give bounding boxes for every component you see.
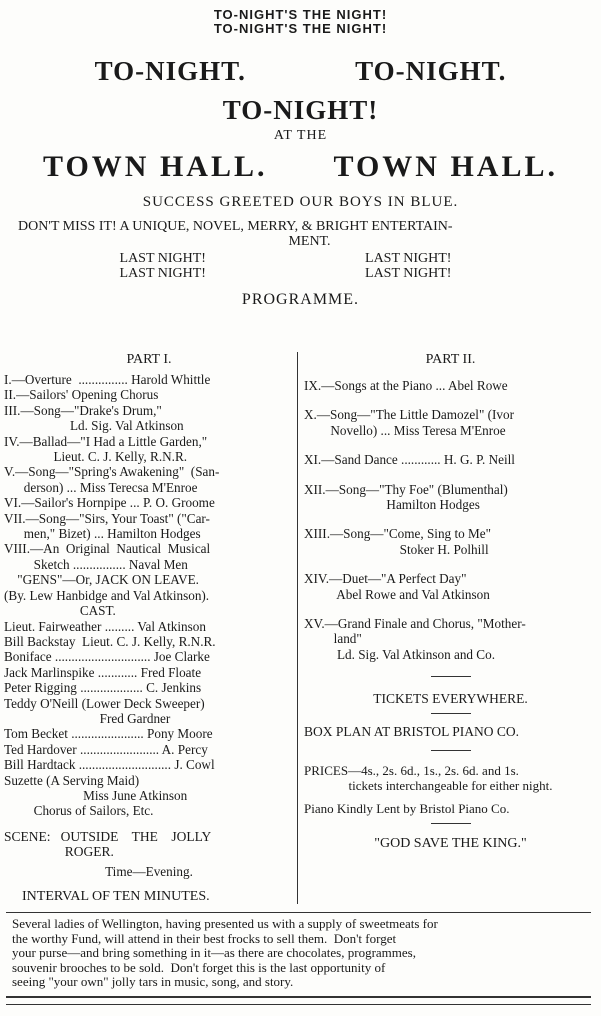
programme-item (304, 616, 597, 662)
programme-item-line: X.—Song—"The Little Damozel" (Ivor (304, 407, 514, 423)
dont-miss-line-1: DON'T MISS IT! A UNIQUE, NOVEL, MERRY, & BRIGHT ENTERTAIN- (18, 219, 453, 234)
programme-line: derson) ... Miss Terecsa M'Enroe (4, 479, 198, 495)
programme-line: II.—Sailors' Opening Chorus (4, 387, 159, 403)
programme-line: Peter Rigging ................... C. Jenkins (4, 680, 202, 696)
scene-line-1: SCENE: OUTSIDE THE JOLLY (4, 828, 212, 844)
prices (304, 763, 597, 793)
programme-line: Suzette (A Serving Maid) (4, 772, 140, 788)
bottom-rule (6, 1004, 591, 1005)
footer-line: Several ladies of Wellington, having presented us with a supply of sweetmeats for (12, 916, 438, 931)
programme-line: IV.—Ballad—"I Had a Little Garden," (4, 433, 208, 449)
programme-line: Sketch ................ Naval Men (4, 556, 188, 572)
programme-item-line: XIII.—Song—"Come, Sing to Me" (304, 526, 491, 542)
divider (431, 676, 471, 677)
part-one-column (4, 352, 298, 904)
programme-item (304, 452, 597, 467)
last-night-left (120, 251, 206, 281)
programme-item-line: Novello) ... Miss Teresa M'Enroe (304, 422, 506, 438)
programme-line: "GENS"—Or, JACK ON LEAVE. (4, 572, 199, 588)
programme-line: CAST. (4, 603, 116, 619)
programme-line: VI.—Sailor's Hornpipe ... P. O. Groome (4, 495, 215, 511)
programme-item-line: XIV.—Duet—"A Perfect Day" (304, 571, 467, 587)
programme-line: Tom Becket ...................... Pony Moore (4, 726, 213, 742)
last-night-right (365, 251, 451, 281)
programme-item-line: XI.—Sand Dance ............ H. G. P. Neill (304, 452, 515, 468)
programme-item (304, 482, 597, 513)
programme-item-line: Ld. Sig. Val Atkinson and Co. (304, 646, 495, 662)
programme-title: PROGRAMME. (241, 291, 360, 308)
box-plan-line: BOX PLAN AT BRISTOL PIANO CO. (304, 724, 520, 740)
programme-line: Lieut. Fairweather ......... Val Atkinson (4, 618, 206, 634)
at-the: AT THE (273, 128, 328, 143)
programme-item-line: XII.—Song—"Thy Foe" (Blumenthal) (304, 481, 508, 497)
programme-line: Bill Backstay Lieut. C. J. Kelly, R.N.R. (4, 633, 216, 649)
part-one-lines (4, 372, 294, 819)
tonight-center: TO-NIGHT! (222, 95, 379, 125)
tickets-line: TICKETS EVERYWHERE. (373, 691, 528, 707)
programme-line: Ld. Sig. Val Atkinson (4, 418, 184, 434)
success-line: SUCCESS GREETED OUR BOYS IN BLUE. (142, 194, 459, 210)
programme-item-line: Stoker H. Polhill (304, 541, 489, 557)
town-hall-row (0, 150, 601, 184)
programme-item (304, 526, 597, 557)
footer-line: souvenir brooches to be sold. Don't forget this is the last opportunity of (12, 959, 386, 975)
tonight-line-2: TO-NIGHT'S THE NIGHT! (213, 21, 388, 36)
footer-line: your purse—and bring something in it—as there are chocolates, programmes, (12, 945, 416, 960)
programme-columns (4, 352, 597, 904)
programme-line: Boniface ............................. Joe Clarke (4, 649, 210, 665)
god-save-line: "GOD SAVE THE KING." (374, 836, 527, 852)
programme-line: Miss June Atkinson (4, 787, 188, 803)
divider (431, 713, 471, 714)
tonight-big-right: TO-NIGHT. (355, 56, 507, 86)
programme-line: VII.—Song—"Sirs, Your Toast" ("Car- (4, 510, 210, 526)
programme-item-line: land" (304, 631, 362, 647)
programme-line: Fred Gardner (4, 710, 171, 726)
part-two-title: PART II. (425, 352, 476, 367)
footer-line: seeing "your own" jolly tars in music, song, and story. (12, 974, 294, 989)
programme-line: Jack Marlinspike ............ Fred Floate (4, 664, 202, 680)
programme-line: III.—Song—"Drake's Drum," (4, 402, 162, 418)
programme-item (304, 378, 597, 393)
last-night-left-1: LAST NIGHT! (119, 251, 206, 266)
tonight-big-row (0, 56, 601, 87)
programme-item-line: Abel Rowe and Val Atkinson (304, 586, 490, 602)
programme-item (304, 571, 597, 602)
divider (431, 750, 471, 751)
last-night-row (0, 251, 601, 281)
dont-miss (0, 219, 601, 249)
footer-notice (6, 912, 591, 998)
part-one-title: PART I. (126, 352, 172, 367)
last-night-right-1: LAST NIGHT! (365, 251, 452, 266)
programme-item-line: Hamilton Hodges (304, 497, 480, 513)
programme-line: VIII.—An Original Nautical Musical (4, 541, 211, 557)
footer-lines (12, 917, 585, 990)
dont-miss-line-2: MENT. (288, 234, 331, 249)
tonight-big-left: TO-NIGHT. (94, 56, 246, 86)
programme-line: Teddy O'Neill (Lower Deck Sweeper) (4, 695, 205, 711)
programme-item-line: IX.—Songs at the Piano ... Abel Rowe (304, 378, 508, 393)
programme-line: (By. Lew Hanbidge and Val Atkinson). (4, 587, 210, 603)
programme-line: Ted Hardover ........................ A. Percy (4, 741, 208, 757)
tonight-line-1: TO-NIGHT'S THE NIGHT! (213, 7, 388, 22)
town-hall-right: TOWN HALL. (333, 150, 558, 183)
interval-line: INTERVAL OF TEN MINUTES. (22, 889, 210, 904)
prices-line-2: tickets interchangeable for either night. (348, 778, 553, 794)
scene-line-2: ROGER. (4, 844, 114, 860)
divider (431, 823, 471, 824)
programme-line: Lieut. C. J. Kelly, R.N.R. (4, 449, 188, 465)
programme-line: V.—Song—"Spring's Awakening" (San- (4, 464, 220, 480)
programme-item-line: XV.—Grand Finale and Chorus, "Mother- (304, 616, 526, 632)
footer-line: the worthy Fund, will attend in their best frocks to sell them. Don't forget (12, 930, 397, 946)
town-hall-left: TOWN HALL. (43, 150, 268, 183)
programme-item (304, 407, 597, 438)
prices-line-1: PRICES—4s., 2s. 6d., 1s., 2s. 6d. and 1s. (304, 763, 519, 779)
piano-line: Piano Kindly Lent by Bristol Piano Co. (304, 801, 510, 817)
header (0, 8, 601, 309)
programme-line: I.—Overture ............... Harold Whittle (4, 372, 211, 387)
programme-line: men," Bizet) ... Hamilton Hodges (4, 526, 201, 542)
time-line: Time—Evening. (105, 863, 193, 879)
part-two-column (298, 352, 597, 904)
programme-line: Chorus of Sailors, Etc. (4, 803, 154, 819)
part-two-items (304, 378, 597, 662)
last-night-right-2: LAST NIGHT! (365, 266, 452, 281)
programme-line: Bill Hardtack ............................ J. Cowl (4, 757, 215, 773)
last-night-left-2: LAST NIGHT! (119, 266, 206, 281)
